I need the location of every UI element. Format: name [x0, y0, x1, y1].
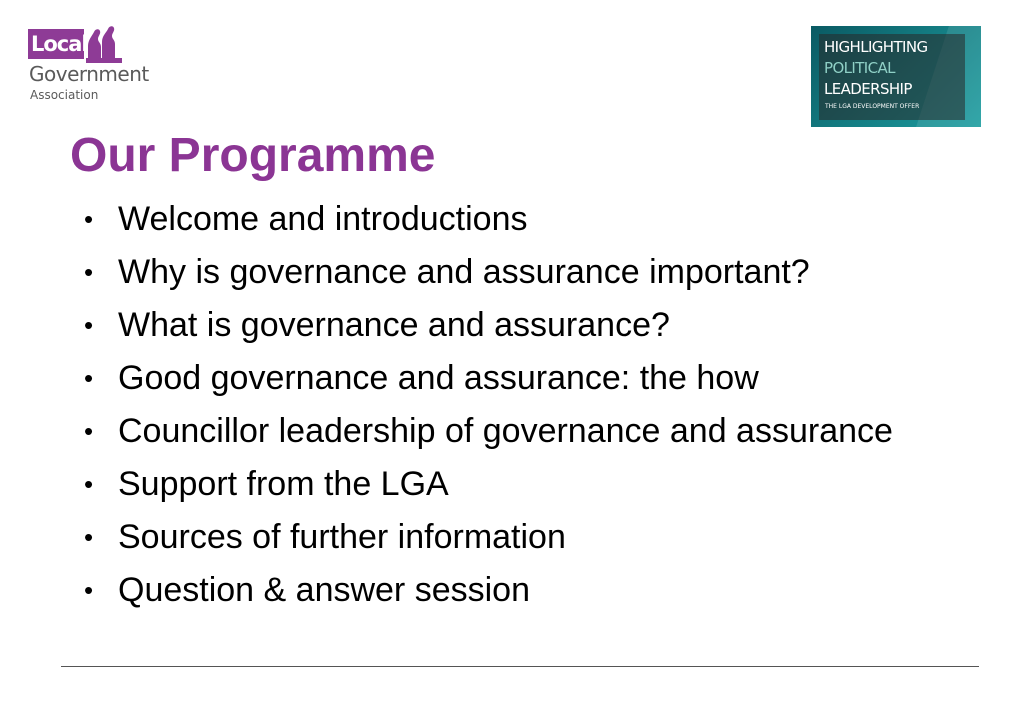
agenda-item-text: Sources of further information — [118, 518, 566, 556]
lga-logo-association: Association — [30, 88, 99, 102]
bullet-icon: • — [84, 310, 94, 340]
bullet-icon: • — [84, 575, 94, 605]
agenda-item — [80, 299, 893, 352]
lga-logo-government: Government — [29, 62, 149, 86]
page-title: Our Programme — [70, 129, 436, 182]
bullet-icon: • — [84, 522, 94, 552]
agenda-list — [80, 193, 893, 617]
logo-line-political: POLITICAL — [824, 59, 895, 77]
lga-logo-local: Local — [28, 29, 84, 59]
bullet-icon: • — [84, 204, 94, 234]
agenda-item-text: Good governance and assurance: the how — [118, 359, 759, 397]
agenda-item-text: Question & answer session — [118, 571, 530, 609]
bullet-icon: • — [84, 363, 94, 393]
bullet-icon: • — [84, 257, 94, 287]
agenda-item — [80, 511, 893, 564]
lga-logo — [28, 24, 168, 108]
agenda-item-text: What is governance and assurance? — [118, 306, 670, 344]
agenda-item — [80, 352, 893, 405]
agenda-item — [80, 405, 893, 458]
bullet-icon: • — [84, 469, 94, 499]
agenda-item-text: Why is governance and assurance important? — [118, 253, 810, 291]
bullet-icon: • — [84, 416, 94, 446]
footer-divider — [61, 666, 979, 667]
agenda-item-text: Support from the LGA — [118, 465, 449, 503]
logo-line-highlighting: HIGHLIGHTING — [824, 38, 928, 56]
highlighting-political-leadership-logo — [811, 26, 981, 127]
logo-tagline: THE LGA DEVELOPMENT OFFER — [825, 103, 920, 110]
logo-line-leadership: LEADERSHIP — [824, 80, 912, 98]
lga-figures-icon — [86, 24, 122, 64]
agenda-item — [80, 246, 893, 299]
agenda-item-text: Welcome and introductions — [118, 200, 528, 238]
agenda-item — [80, 458, 893, 511]
agenda-item — [80, 193, 893, 246]
agenda-item-text: Councillor leadership of governance and assurance — [118, 412, 893, 450]
agenda-item — [80, 564, 893, 617]
